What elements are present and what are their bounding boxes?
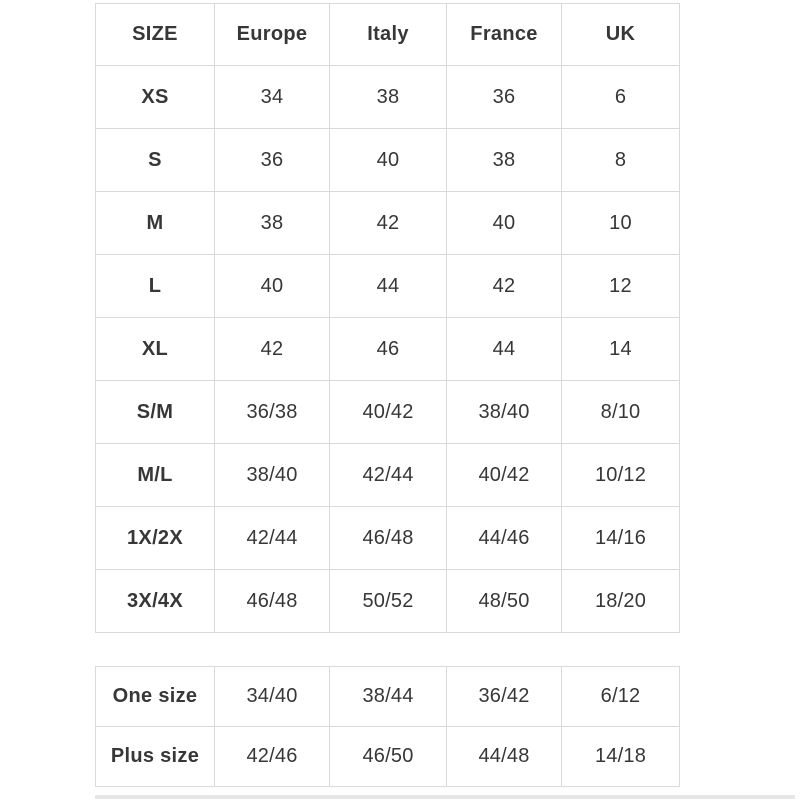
- row-label: M/L: [96, 444, 215, 507]
- table-row-1x2x: [96, 507, 680, 570]
- row-label: XL: [96, 318, 215, 381]
- table-row-ml: [96, 444, 680, 507]
- size-value-cell: 10/12: [562, 444, 680, 507]
- size-value-cell: 38/44: [330, 667, 447, 727]
- size-value-cell: 38/40: [447, 381, 562, 444]
- size-value-cell: 38/40: [215, 444, 330, 507]
- table-row-s: [96, 129, 680, 192]
- size-value-cell: 8: [562, 129, 680, 192]
- size-value-cell: 42: [447, 255, 562, 318]
- size-value-cell: 44: [447, 318, 562, 381]
- size-value-cell: 46/48: [330, 507, 447, 570]
- size-value-cell: 6: [562, 66, 680, 129]
- header-cell-france: France: [447, 4, 562, 66]
- size-value-cell: 44: [330, 255, 447, 318]
- size-value-cell: 42/44: [215, 507, 330, 570]
- table-row-xs: [96, 66, 680, 129]
- size-value-cell: 34/40: [215, 667, 330, 727]
- size-value-cell: 40: [215, 255, 330, 318]
- size-value-cell: 10: [562, 192, 680, 255]
- table-row-m: [96, 192, 680, 255]
- header-row: [96, 4, 680, 66]
- table-row-plus-size: [96, 727, 680, 787]
- size-value-cell: 14: [562, 318, 680, 381]
- header-cell-italy: Italy: [330, 4, 447, 66]
- size-value-cell: 46: [330, 318, 447, 381]
- size-value-cell: 44/48: [447, 727, 562, 787]
- special-size-table: [95, 666, 680, 787]
- size-value-cell: 46/50: [330, 727, 447, 787]
- row-label: 1X/2X: [96, 507, 215, 570]
- size-value-cell: 46/48: [215, 570, 330, 633]
- row-label: L: [96, 255, 215, 318]
- size-value-cell: 42: [330, 192, 447, 255]
- table-row-l: [96, 255, 680, 318]
- bottom-shadow-bar: [95, 795, 795, 799]
- size-value-cell: 6/12: [562, 667, 680, 727]
- table-row-one-size: [96, 667, 680, 727]
- size-value-cell: 34: [215, 66, 330, 129]
- row-label: S/M: [96, 381, 215, 444]
- size-value-cell: 38: [330, 66, 447, 129]
- size-value-cell: 36: [215, 129, 330, 192]
- header-cell-uk: UK: [562, 4, 680, 66]
- table-row-sm: [96, 381, 680, 444]
- row-label: 3X/4X: [96, 570, 215, 633]
- size-value-cell: 42/46: [215, 727, 330, 787]
- row-label: M: [96, 192, 215, 255]
- size-value-cell: 48/50: [447, 570, 562, 633]
- size-value-cell: 42/44: [330, 444, 447, 507]
- row-label: S: [96, 129, 215, 192]
- size-value-cell: 42: [215, 318, 330, 381]
- table-row-xl: [96, 318, 680, 381]
- table-row-3x4x: [96, 570, 680, 633]
- size-value-cell: 38: [215, 192, 330, 255]
- size-value-cell: 38: [447, 129, 562, 192]
- row-label: Plus size: [96, 727, 215, 787]
- size-value-cell: 18/20: [562, 570, 680, 633]
- size-value-cell: 36: [447, 66, 562, 129]
- size-value-cell: 36/38: [215, 381, 330, 444]
- size-value-cell: 14/18: [562, 727, 680, 787]
- size-value-cell: 14/16: [562, 507, 680, 570]
- header-cell-europe: Europe: [215, 4, 330, 66]
- size-value-cell: 36/42: [447, 667, 562, 727]
- size-value-cell: 50/52: [330, 570, 447, 633]
- size-value-cell: 40: [330, 129, 447, 192]
- row-label: XS: [96, 66, 215, 129]
- size-conversion-table: [95, 3, 680, 633]
- size-value-cell: 44/46: [447, 507, 562, 570]
- header-cell-size: SIZE: [96, 4, 215, 66]
- size-value-cell: 8/10: [562, 381, 680, 444]
- row-label: One size: [96, 667, 215, 727]
- size-value-cell: 40/42: [447, 444, 562, 507]
- size-value-cell: 40: [447, 192, 562, 255]
- size-value-cell: 40/42: [330, 381, 447, 444]
- size-value-cell: 12: [562, 255, 680, 318]
